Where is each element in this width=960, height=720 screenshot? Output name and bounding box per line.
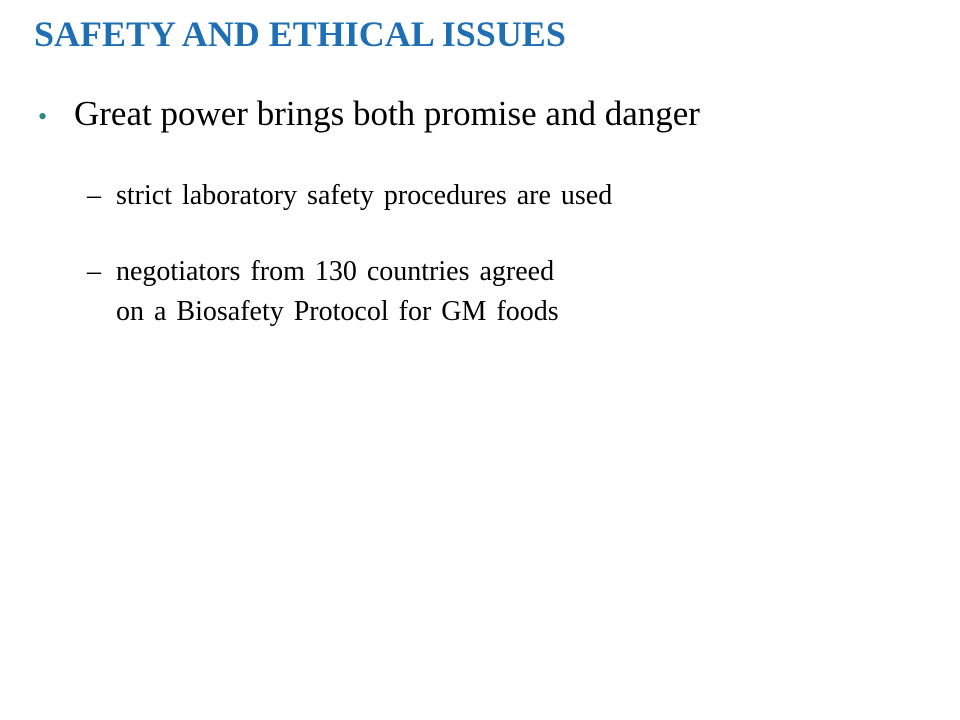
dash-marker: – — [87, 256, 101, 287]
sub-bullet-item — [87, 176, 612, 216]
sub-bullet-text — [116, 176, 612, 216]
sub-bullet-item — [87, 252, 559, 332]
sub-bullet-line: negotiators from 130 countries agreed — [116, 256, 555, 287]
bullet-marker: • — [38, 102, 48, 131]
bullet-text: Great power brings both promise and danger — [74, 94, 700, 133]
sub-bullet-line: on a Biosafety Protocol for GM foods — [116, 296, 559, 327]
sub-bullet-line: strict laboratory safety procedures are used — [116, 180, 613, 211]
bullet-item — [38, 92, 700, 139]
sub-bullet-text — [116, 252, 559, 332]
slide-title: SAFETY AND ETHICAL ISSUES — [34, 14, 566, 54]
dash-marker: – — [87, 180, 101, 211]
